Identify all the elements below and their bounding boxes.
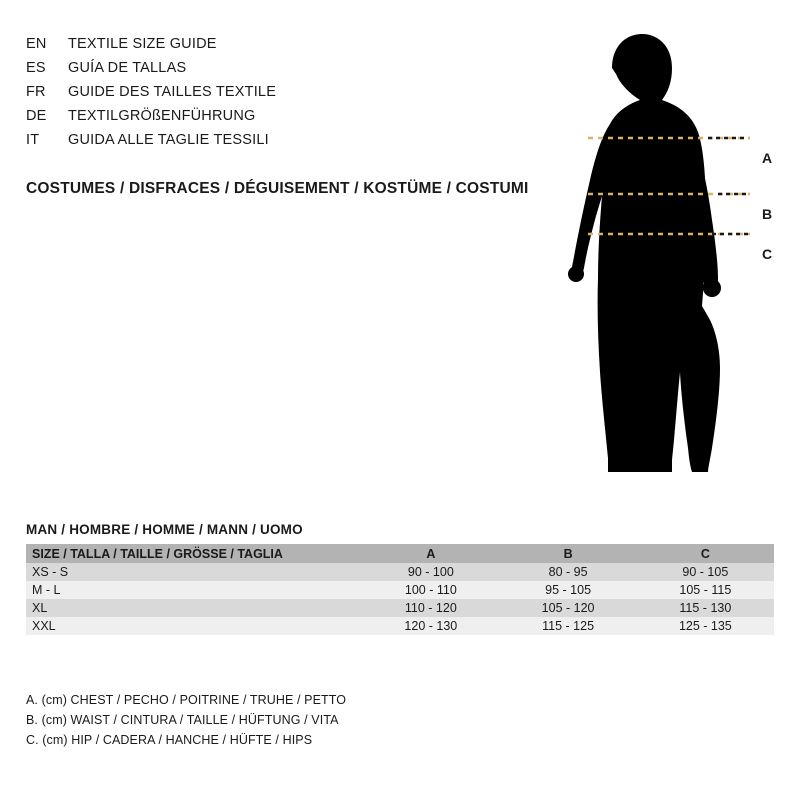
size-table — [26, 544, 774, 635]
cell-b: 105 - 120 — [541, 601, 595, 615]
language-row-es — [26, 60, 526, 84]
cell-size: M - L — [32, 583, 61, 597]
cell-c: 115 - 130 — [679, 601, 732, 615]
language-header-block — [26, 36, 526, 156]
cell-b: 95 - 105 — [545, 583, 592, 597]
cell-a: 110 - 120 — [404, 601, 457, 615]
marker-label-b: B — [762, 206, 773, 222]
language-row-it — [26, 132, 526, 156]
language-row-fr — [26, 84, 526, 108]
table-row — [26, 617, 774, 635]
cell-c: 105 - 115 — [679, 583, 732, 597]
cell-a: 100 - 110 — [404, 583, 457, 597]
table-header-c: C — [700, 546, 710, 561]
table-row — [26, 563, 774, 581]
size-table-section — [26, 522, 774, 635]
table-group-title: MAN / HOMBRE / HOMME / MANN / UOMO — [26, 522, 303, 537]
cell-size: XL — [32, 601, 48, 615]
cell-a: 120 - 130 — [404, 619, 458, 633]
table-header-size: SIZE / TALLA / TAILLE / GRÖSSE / TAGLIA — [32, 546, 283, 561]
cell-size: XS - S — [32, 565, 69, 579]
language-text-es: GUÍA DE TALLAS — [68, 60, 187, 76]
legend-item-a: A. (cm) CHEST / PECHO / POITRINE / TRUHE / PETTO — [26, 693, 347, 707]
cell-a: 90 - 100 — [407, 565, 454, 579]
language-code-it: IT — [26, 132, 40, 148]
cell-c: 90 - 105 — [682, 565, 729, 579]
cell-b: 80 - 95 — [548, 565, 588, 579]
table-header-row — [26, 544, 774, 563]
table-header-b: B — [563, 546, 573, 561]
table-body — [26, 563, 774, 635]
legend-item-b: B. (cm) WAIST / CINTURA / TAILLE / HÜFTUNG / VITA — [26, 713, 339, 727]
silhouette-icon — [540, 20, 780, 500]
language-code-de: DE — [26, 108, 47, 124]
legend-item-c: C. (cm) HIP / CADERA / HANCHE / HÜFTE / HIPS — [26, 733, 313, 747]
marker-label-c: C — [762, 246, 773, 262]
language-text-it: GUIDA ALLE TAGLIE TESSILI — [68, 132, 269, 148]
language-text-fr: GUIDE DES TAILLES TEXTILE — [68, 84, 277, 100]
table-header-a: A — [426, 546, 436, 561]
cell-b: 115 - 125 — [542, 619, 595, 633]
language-code-en: EN — [26, 36, 47, 52]
table-head — [26, 544, 774, 563]
language-text-en: TEXTILE SIZE GUIDE — [68, 36, 217, 52]
language-row-en — [26, 36, 526, 60]
language-row-de — [26, 108, 526, 132]
table-row — [26, 599, 774, 617]
table-row — [26, 581, 774, 599]
marker-label-a: A — [762, 150, 773, 166]
measurement-legend — [26, 690, 346, 750]
language-code-es: ES — [26, 60, 46, 76]
cell-c: 125 - 135 — [678, 619, 732, 633]
costumes-subtitle: COSTUMES / DISFRACES / DÉGUISEMENT / KOSTÜME / COSTUMI — [26, 180, 529, 197]
language-code-fr: FR — [26, 84, 46, 100]
language-text-de: TEXTILGRÖßENFÜHRUNG — [68, 108, 256, 124]
cell-size: XXL — [32, 619, 56, 633]
body-figure — [540, 20, 780, 500]
